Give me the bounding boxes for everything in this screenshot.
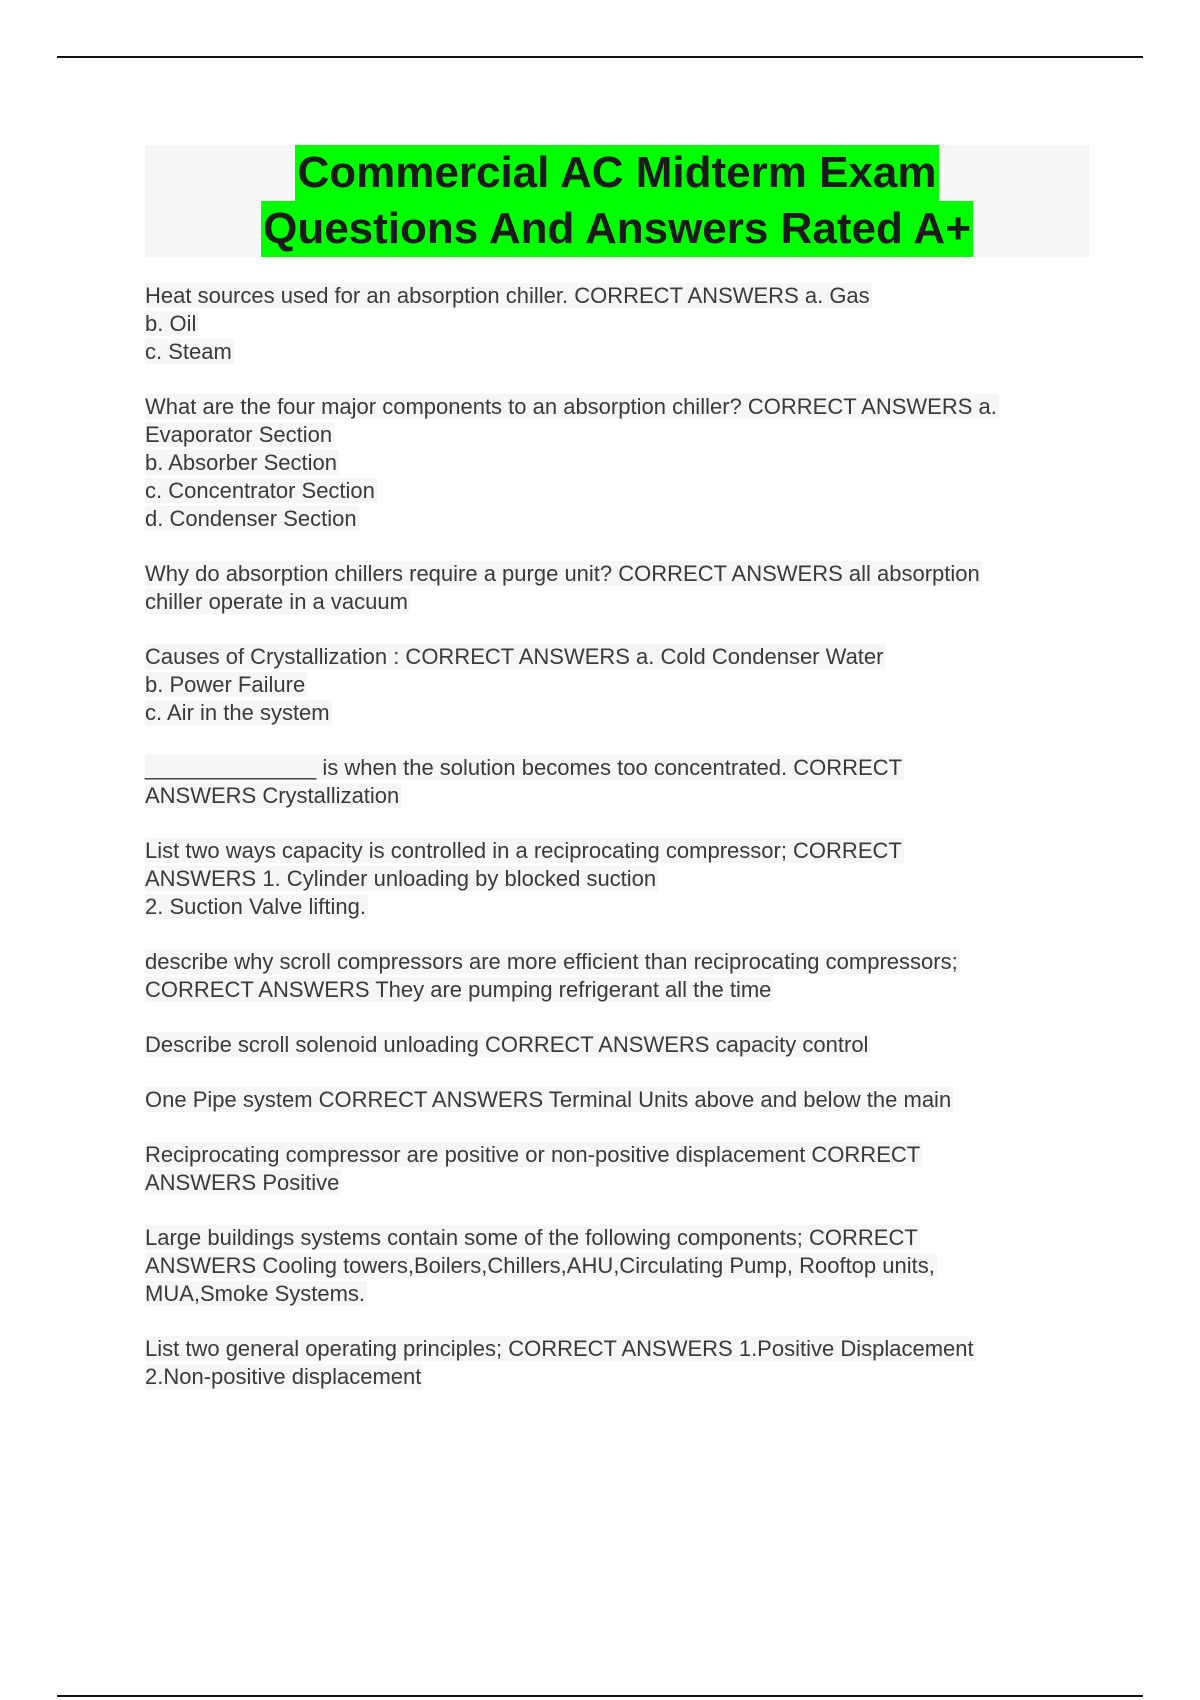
qa-line (145, 282, 1095, 310)
qa-line-text: b. Oil (145, 311, 197, 336)
qa-line (145, 671, 1095, 699)
qa-line-text: CORRECT ANSWERS They are pumping refrigerant all the time (145, 977, 772, 1002)
qa-line-text: One Pipe system CORRECT ANSWERS Terminal Units above and below the main (145, 1087, 952, 1112)
qa-line (145, 893, 1095, 921)
qa-line (145, 948, 1095, 976)
qa-line (145, 1224, 1095, 1252)
qa-line-text: What are the four major components to an absorption chiller? CORRECT ANSWERS a. (145, 394, 997, 419)
qa-line-text: Causes of Crystallization : CORRECT ANSWERS a. Cold Condenser Water (145, 644, 884, 669)
qa-line-text: b. Power Failure (145, 672, 306, 697)
qa-line (145, 505, 1095, 533)
qa-line (145, 1363, 1095, 1391)
qa-item (145, 393, 1095, 533)
qa-item (145, 754, 1095, 810)
qa-line (145, 976, 1095, 1004)
qa-item (145, 560, 1095, 616)
qa-item (145, 282, 1095, 366)
qa-line-text: d. Condenser Section (145, 506, 357, 531)
qa-line (145, 338, 1095, 366)
qa-line-text: 2. Suction Valve lifting. (145, 894, 366, 919)
qa-line (145, 782, 1095, 810)
title-block (145, 145, 1089, 257)
document-title-line-2: Questions And Answers Rated A+ (261, 201, 973, 257)
document-title-line-1: Commercial AC Midterm Exam (295, 145, 938, 201)
qa-line (145, 865, 1095, 893)
qa-line-text: Reciprocating compressor are positive or non-positive displacement CORRECT (145, 1142, 921, 1167)
qa-item (145, 948, 1095, 1004)
qa-line-text: ANSWERS Crystallization (145, 783, 400, 808)
qa-line-text: ______________ is when the solution becomes too concentrated. CORRECT (145, 755, 903, 780)
qa-line (145, 754, 1095, 782)
qa-line-text: Why do absorption chillers require a purge unit? CORRECT ANSWERS all absorption (145, 561, 980, 586)
qa-line (145, 449, 1095, 477)
qa-line-text: List two ways capacity is controlled in a reciprocating compressor; CORRECT (145, 838, 902, 863)
qa-line (145, 393, 1095, 421)
qa-item (145, 1141, 1095, 1197)
qa-line (145, 1141, 1095, 1169)
qa-list (145, 282, 1095, 1418)
qa-line-text: ANSWERS Cooling towers,Boilers,Chillers,AHU,Circulating Pump, Rooftop units, (145, 1253, 935, 1278)
qa-line (145, 1252, 1095, 1280)
qa-line (145, 643, 1095, 671)
qa-line (145, 1031, 1095, 1059)
qa-item (145, 837, 1095, 921)
qa-line (145, 310, 1095, 338)
qa-line-text: Describe scroll solenoid unloading CORRECT ANSWERS capacity control (145, 1032, 869, 1057)
qa-line-text: Large buildings systems contain some of the following components; CORRECT (145, 1225, 918, 1250)
qa-line-text: ANSWERS Positive (145, 1170, 340, 1195)
qa-item (145, 643, 1095, 727)
qa-line (145, 1280, 1095, 1308)
qa-line (145, 588, 1095, 616)
qa-line (145, 699, 1095, 727)
qa-line-text: Heat sources used for an absorption chiller. CORRECT ANSWERS a. Gas (145, 283, 870, 308)
qa-line-text: c. Concentrator Section (145, 478, 375, 503)
qa-line-text: describe why scroll compressors are more efficient than reciprocating compressors; (145, 949, 958, 974)
qa-line-text: b. Absorber Section (145, 450, 338, 475)
qa-line (145, 560, 1095, 588)
qa-item (145, 1335, 1095, 1391)
qa-line-text: List two general operating principles; CORRECT ANSWERS 1.Positive Displacement (145, 1336, 974, 1361)
footer-rule (57, 1695, 1143, 1697)
qa-line-text: c. Air in the system (145, 700, 330, 725)
qa-line-text: MUA,Smoke Systems. (145, 1281, 366, 1306)
qa-line (145, 421, 1095, 449)
qa-item (145, 1031, 1095, 1059)
qa-line-text: 2.Non-positive displacement (145, 1364, 422, 1389)
qa-line-text: ANSWERS 1. Cylinder unloading by blocked suction (145, 866, 657, 891)
qa-line-text: chiller operate in a vacuum (145, 589, 408, 614)
qa-line (145, 1335, 1095, 1363)
qa-line (145, 1086, 1095, 1114)
header-rule (57, 56, 1143, 58)
qa-line (145, 477, 1095, 505)
qa-line-text: Evaporator Section (145, 422, 333, 447)
qa-line (145, 1169, 1095, 1197)
qa-item (145, 1224, 1095, 1308)
qa-item (145, 1086, 1095, 1114)
qa-line (145, 837, 1095, 865)
qa-line-text: c. Steam (145, 339, 232, 364)
